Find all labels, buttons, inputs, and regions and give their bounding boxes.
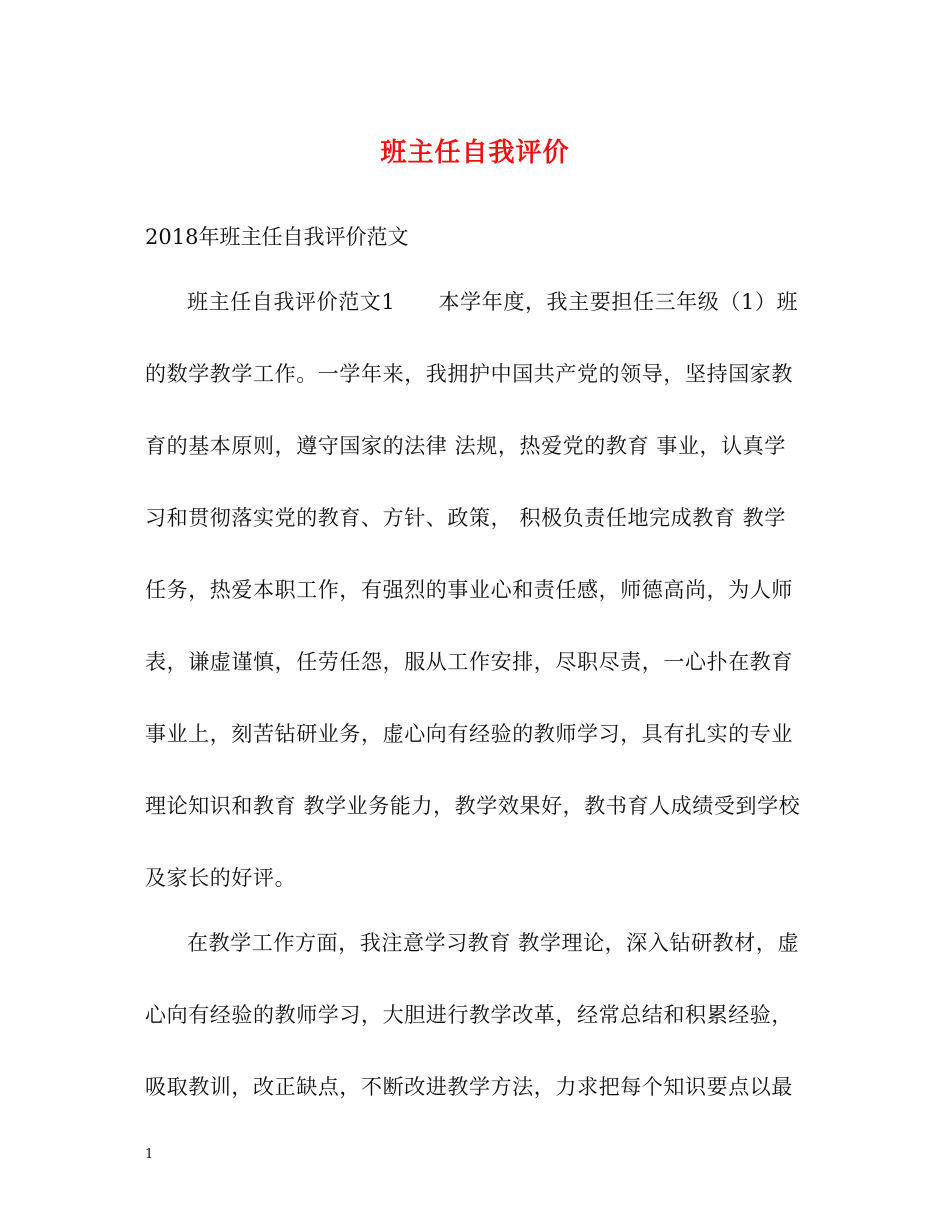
page-title: 班主任自我评价 xyxy=(380,138,570,168)
body-text-line: 的数学教学工作。一学年来，我拥护中国共产党的领导，坚持国家教 xyxy=(145,362,793,386)
body-text-line: 在教学工作方面，我注意学习教育 教学理论，深入钻研教材，虚 xyxy=(187,931,800,955)
body-text-line: 及家长的好评。 xyxy=(145,866,297,890)
body-text-line: 班主任自我评价范文1 本学年度，我主要担任三年级（1）班 xyxy=(187,290,799,314)
body-text-line: 育的基本原则，遵守国家的法律 法规，热爱党的教育 事业，认真学 xyxy=(145,434,786,458)
page-number: 1 xyxy=(145,1147,154,1162)
body-text-line: 吸取教训，改正缺点，不断改进教学方法，力求把每个知识要点以最 xyxy=(145,1075,793,1099)
body-text-line: 事业上，刻苦钻研业务，虚心向有经验的教师学习，具有扎实的专业 xyxy=(145,722,793,746)
body-text-line: 理论知识和教育 教学业务能力，教学效果好，教书育人成绩受到学校 xyxy=(145,794,801,818)
body-text-line: 心向有经验的教师学习，大胆进行教学改革，经常总结和积累经验， xyxy=(145,1003,793,1027)
body-text-line: 习和贯彻落实党的教育、方针、政策， 积极负责任地完成教育 教学 xyxy=(145,506,786,530)
document-subtitle: 2018年班主任自我评价范文 xyxy=(145,225,409,249)
body-text-line: 任务，热爱本职工作，有强烈的事业心和责任感，师德高尚，为人师 xyxy=(145,578,793,602)
body-text-line: 表，谦虚谨慎，任劳任怨，服从工作安排，尽职尽责，一心扑在教育 xyxy=(145,650,793,674)
